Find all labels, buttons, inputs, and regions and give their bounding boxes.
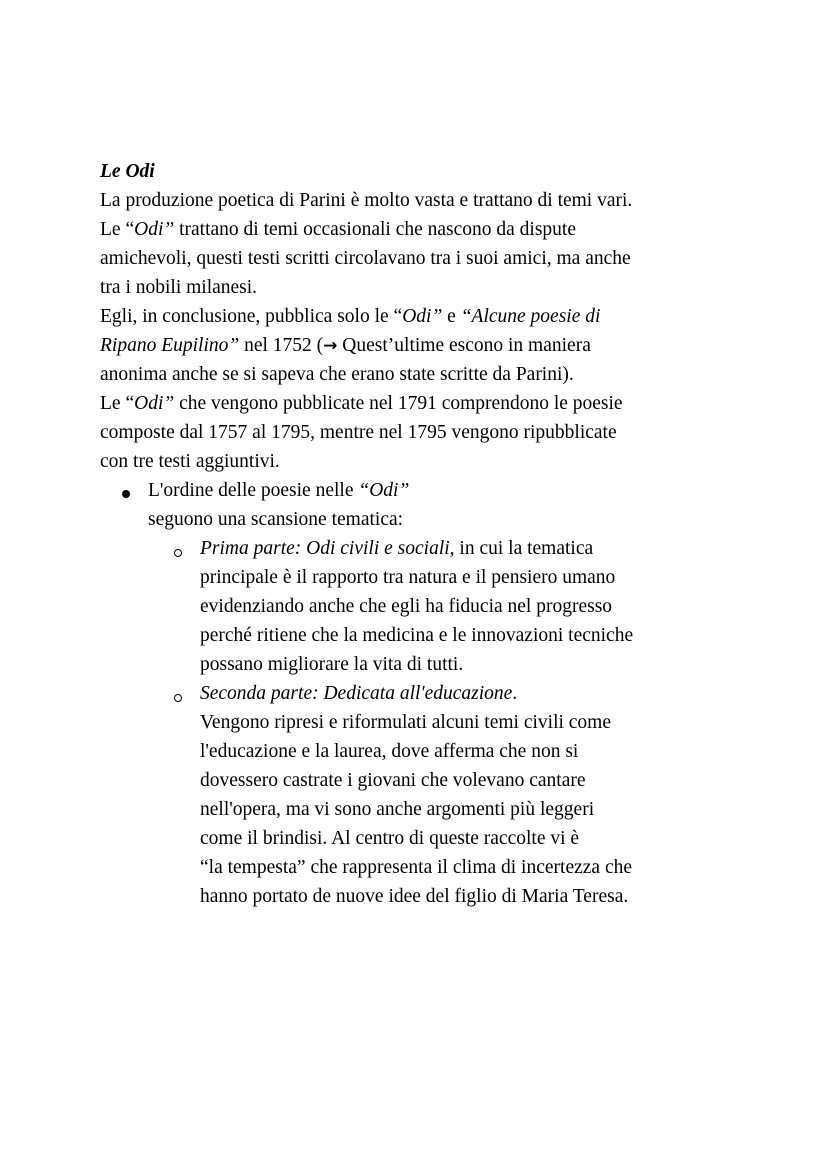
paragraph-line (100, 302, 600, 331)
text-run: Quest’ultime escono in maniera (337, 335, 591, 356)
italic-title-odi: “Odi” (358, 480, 410, 501)
circle-bullet-icon (174, 694, 182, 702)
paragraph-line: amichevoli, questi testi scritti circolavano tra i suoi amici, ma anche (100, 248, 631, 269)
sub-item-line: principale è il rapporto tra natura e il pensiero umano (200, 567, 616, 588)
sub-item-line: l'educazione e la laurea, dove afferma che non si (200, 741, 579, 762)
bullet-line (148, 476, 409, 505)
text-run: , in cui la tematica (449, 538, 594, 559)
italic-title-alcune-poesie: “Alcune poesie di (460, 306, 601, 327)
italic-heading-seconda-parte: Seconda parte: Dedicata all'educazione (200, 683, 513, 704)
sub-item-line: Vengono ripresi e riformulati alcuni temi civili come (200, 712, 612, 733)
text-run: Le “ (100, 393, 135, 414)
paragraph-line: composte dal 1757 al 1795, mentre nel 1795 vengono ripubblicate (100, 422, 617, 443)
text-run: nel 1752 ( (239, 335, 324, 356)
text-run: . (512, 683, 518, 704)
italic-title-odi: Odi” (402, 306, 443, 327)
italic-title-odi: Odi” (134, 393, 175, 414)
italic-title-ripano: Ripano Eupilino” (100, 335, 240, 356)
paragraph-line: con tre testi aggiuntivi. (100, 451, 280, 472)
section-title: Le Odi (100, 161, 155, 182)
text-run: L'ordine delle poesie nelle (148, 480, 359, 501)
italic-heading-prima-parte: Prima parte: Odi civili e sociali (200, 538, 450, 559)
text-run: e (442, 306, 461, 327)
text-run: Egli, in conclusione, pubblica solo le “ (100, 306, 403, 327)
text-run: trattano di temi occasionali che nascono da dispute (174, 219, 577, 240)
arrow-icon: → (323, 336, 338, 356)
circle-bullet-icon (174, 549, 182, 557)
text-run: Le “ (100, 219, 135, 240)
paragraph-line (100, 331, 591, 361)
bullet-icon (122, 490, 130, 498)
paragraph-line: La produzione poetica di Parini è molto vasta e trattano di temi vari. (100, 190, 633, 211)
sub-item-line: hanno portato de nuove idee del figlio di Maria Teresa. (200, 886, 629, 907)
bullet-line: seguono una scansione tematica: (148, 509, 404, 530)
sub-item-line: come il brindisi. Al centro di queste raccolte vi è (200, 828, 580, 849)
sub-item-line: evidenziando anche che egli ha fiducia nel progresso (200, 596, 613, 617)
paragraph-line (100, 389, 623, 418)
text-run: che vengono pubblicate nel 1791 comprendono le poesie (174, 393, 623, 414)
sub-item-line: dovessero castrate i giovani che volevano cantare (200, 770, 586, 791)
sub-item-line: possano migliorare la vita di tutti. (200, 654, 464, 675)
italic-title-odi: Odi” (134, 219, 175, 240)
sub-item-line (200, 534, 593, 563)
sub-item-line: “la tempesta” che rappresenta il clima di incertezza che (200, 857, 632, 878)
paragraph-line: tra i nobili milanesi. (100, 277, 258, 298)
paragraph-line (100, 215, 576, 244)
sub-item-line (200, 679, 517, 708)
paragraph-line: anonima anche se si sapeva che erano state scritte da Parini). (100, 364, 574, 385)
sub-item-line: nell'opera, ma vi sono anche argomenti più leggeri (200, 799, 595, 820)
sub-item-line: perché ritiene che la medicina e le innovazioni tecniche (200, 625, 634, 646)
